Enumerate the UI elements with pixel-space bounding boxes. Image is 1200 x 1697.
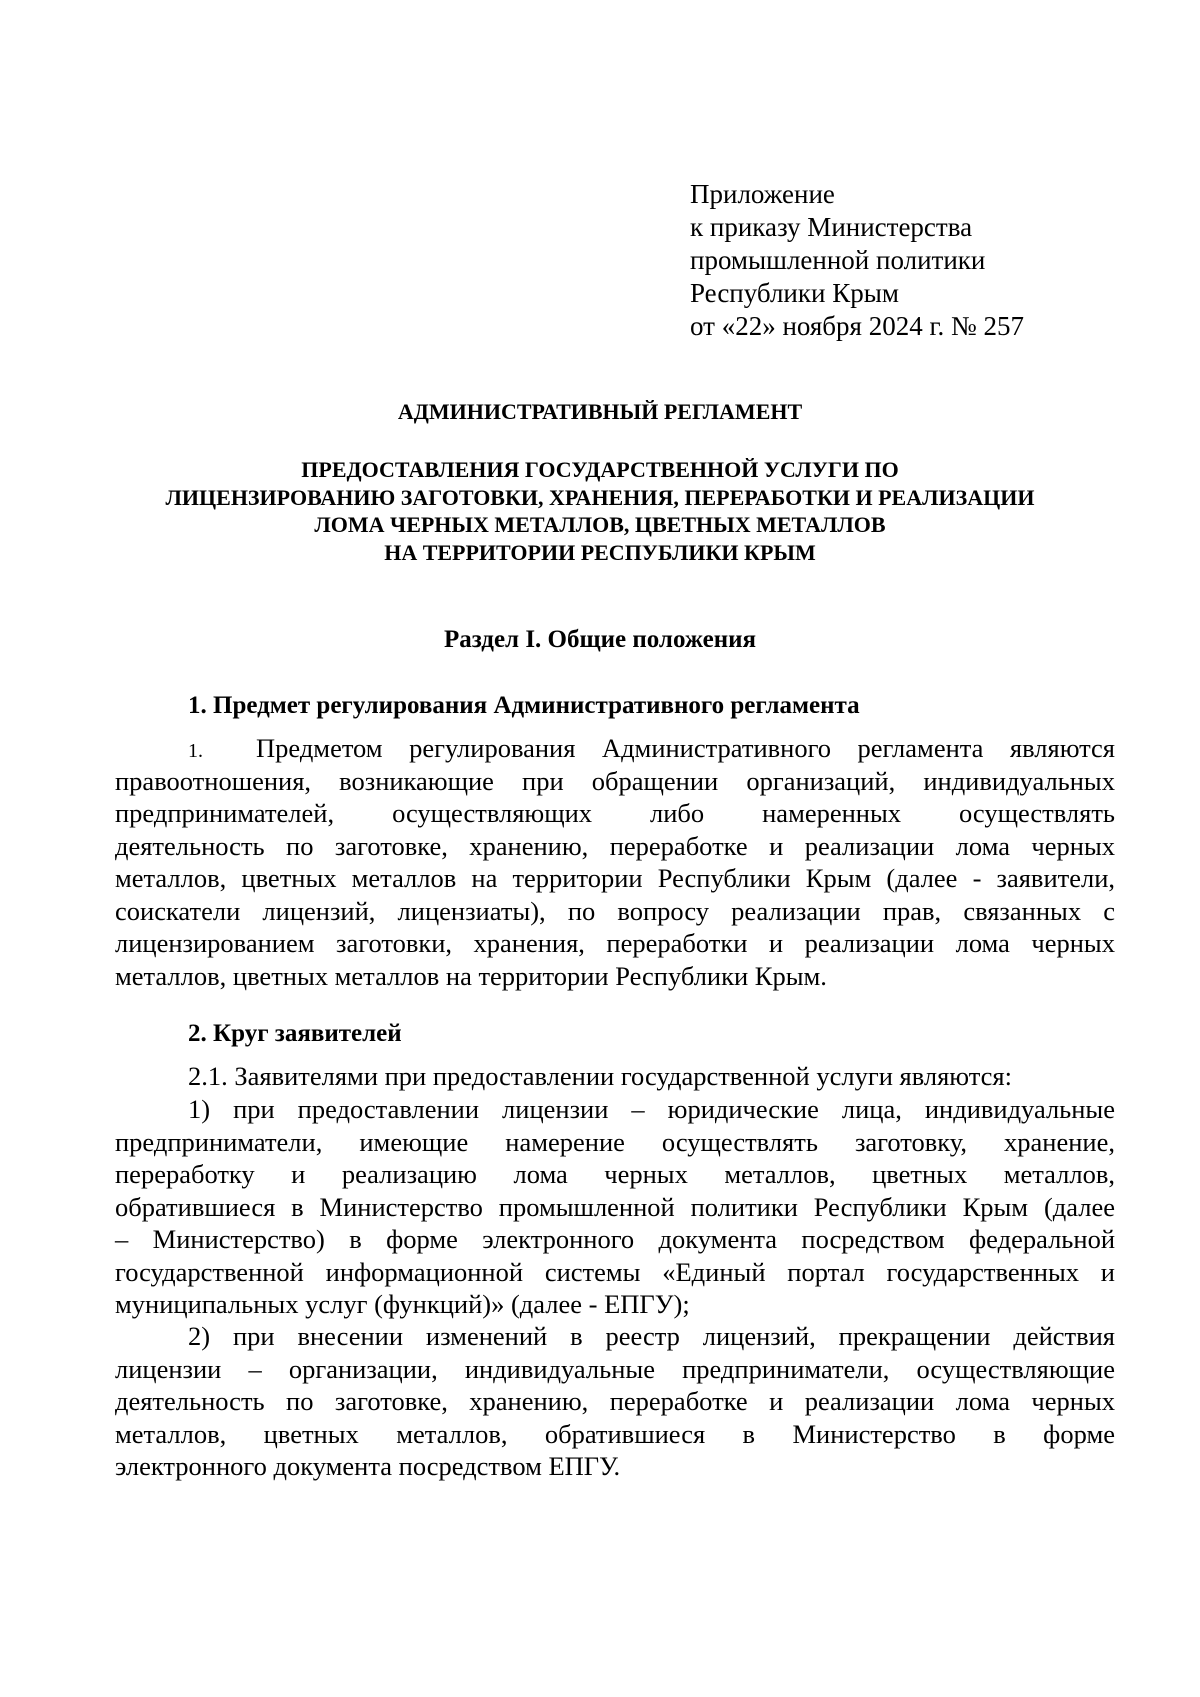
regulation-subtitle: [0, 456, 1200, 566]
paragraph-line: металлов, цветных металлов на территории Республики Крым (далее - заявители,: [115, 863, 1115, 893]
appendix-block: [690, 178, 1024, 343]
paragraph-line: переработку и реализацию лома черных металлов, цветных металлов,: [115, 1159, 1115, 1189]
subsection-2-title: 2. Круг заявителей: [188, 1020, 402, 1047]
subtitle-line: ЛИЦЕНЗИРОВАНИЮ ЗАГОТОВКИ, ХРАНЕНИЯ, ПЕРЕРАБОТКИ И РЕАЛИЗАЦИИ: [165, 484, 1035, 510]
subsection-1-title: 1. Предмет регулирования Административного регламента: [188, 692, 860, 719]
paragraph-line: государственной информационной системы «Единый портал государственных и: [115, 1256, 1115, 1287]
appendix-line: к приказу Министерства: [690, 212, 973, 242]
paragraph-line: деятельность по заготовке, хранению, переработке и реализации лома черных: [115, 1386, 1115, 1416]
paragraph-line: предпринимателей, осуществляющих либо намеренных осуществлять: [115, 798, 1115, 828]
paragraph-line: 1) при предоставлении лицензии – юридические лица, индивидуальные: [188, 1094, 1115, 1124]
regulation-title: АДМИНИСТРАТИВНЫЙ РЕГЛАМЕНТ: [397, 399, 803, 424]
paragraph-line: соискатели лицензий, лицензиаты), по вопросу реализации прав, связанных с: [115, 895, 1115, 926]
paragraph-line: обратившиеся в Министерство промышленной политики Республики Крым (далее: [115, 1191, 1115, 1222]
paragraph-2-1: [115, 1060, 1115, 1093]
list-item-1: [115, 1093, 1115, 1321]
paragraph-line: [115, 732, 1115, 765]
subtitle-line: ПРЕДОСТАВЛЕНИЯ ГОСУДАРСТВЕННОЙ УСЛУГИ ПО: [301, 457, 899, 482]
paragraph-line: деятельность по заготовке, хранению, переработке и реализации лома черных: [115, 830, 1115, 861]
paragraph-line: 2) при внесении изменений в реестр лицензий, прекращении действия: [188, 1321, 1115, 1351]
paragraph-line: лицензии – организации, индивидуальные предприниматели, осуществляющие: [115, 1353, 1115, 1384]
paragraph-line: 2.1. Заявителями при предоставлении государственной услуги являются:: [188, 1061, 1012, 1091]
paragraph-line: лицензированием заготовки, хранения, переработки и реализации лома черных: [115, 928, 1115, 958]
paragraph-line: металлов, цветных металлов на территории Республики Крым.: [115, 960, 827, 991]
paragraph-line: муниципальных услуг (функций)» (далее - ЕПГУ);: [115, 1289, 690, 1319]
paragraph-line: правоотношения, возникающие при обращении организаций, индивидуальных: [115, 765, 1115, 796]
paragraph-text: Предметом регулирования Административного регламента являются: [256, 733, 1115, 763]
subtitle-line: ЛОМА ЧЕРНЫХ МЕТАЛЛОВ, ЦВЕТНЫХ МЕТАЛЛОВ: [314, 512, 886, 537]
list-item-2: [115, 1320, 1115, 1483]
section-title: Раздел I. Общие положения: [443, 626, 757, 653]
appendix-line: Республики Крым: [690, 278, 899, 308]
paragraph-number: 1.: [188, 740, 203, 762]
paragraph-line: – Министерство) в форме электронного документа посредством федеральной: [115, 1224, 1115, 1254]
appendix-line: Приложение: [690, 179, 835, 209]
paragraph-1: [115, 732, 1115, 992]
subtitle-line: НА ТЕРРИТОРИИ РЕСПУБЛИКИ КРЫМ: [384, 539, 816, 565]
paragraph-line: электронного документа посредством ЕПГУ.: [115, 1451, 621, 1481]
appendix-line: от «22» ноября 2024 г. № 257: [690, 311, 1024, 341]
paragraph-line: металлов, цветных металлов, обратившиеся в Министерство в форме: [115, 1418, 1115, 1449]
paragraph-line: предприниматели, имеющие намерение осуществлять заготовку, хранение,: [115, 1126, 1115, 1157]
appendix-line: промышленной политики: [690, 245, 986, 275]
